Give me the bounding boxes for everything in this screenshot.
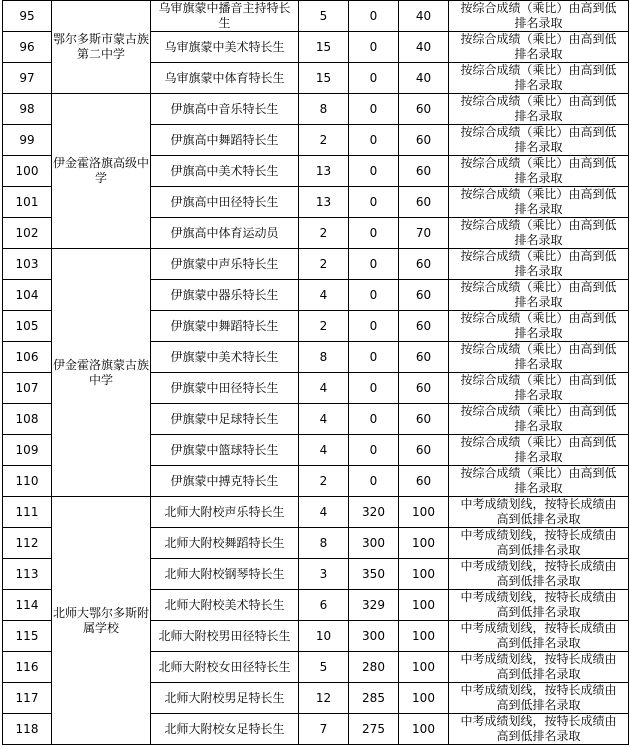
ratio-value: 40 <box>399 1 449 32</box>
min-score: 0 <box>349 187 399 218</box>
min-score: 0 <box>349 466 399 497</box>
min-score: 0 <box>349 218 399 249</box>
min-score: 285 <box>349 683 399 714</box>
admission-rule: 中考成绩划线，按特长成绩由高到低排名录取 <box>449 652 629 683</box>
major-name: 北师大附校女足特长生 <box>151 714 299 745</box>
min-score: 0 <box>349 373 399 404</box>
admission-rule: 按综合成绩（乘比）由高到低排名录取 <box>449 311 629 342</box>
major-name: 乌审旗蒙中播音主持特长生 <box>151 1 299 32</box>
admission-rule: 按综合成绩（乘比）由高到低排名录取 <box>449 63 629 94</box>
row-number: 97 <box>3 63 52 94</box>
row-number: 104 <box>3 280 52 311</box>
plan-count: 4 <box>299 373 349 404</box>
admission-rule: 按综合成绩（乘比）由高到低排名录取 <box>449 187 629 218</box>
min-score: 0 <box>349 342 399 373</box>
major-name: 伊旗高中舞蹈特长生 <box>151 125 299 156</box>
min-score: 0 <box>349 280 399 311</box>
plan-count: 15 <box>299 63 349 94</box>
ratio-value: 100 <box>399 652 449 683</box>
min-score: 0 <box>349 311 399 342</box>
ratio-value: 60 <box>399 249 449 280</box>
major-name: 伊旗蒙中篮球特长生 <box>151 435 299 466</box>
plan-count: 4 <box>299 435 349 466</box>
ratio-value: 100 <box>399 621 449 652</box>
major-name: 伊旗蒙中声乐特长生 <box>151 249 299 280</box>
ratio-value: 100 <box>399 497 449 528</box>
plan-count: 6 <box>299 590 349 621</box>
ratio-value: 60 <box>399 125 449 156</box>
admission-rule: 按综合成绩（乘比）由高到低排名录取 <box>449 1 629 32</box>
row-number: 115 <box>3 621 52 652</box>
row-number: 102 <box>3 218 52 249</box>
plan-count: 8 <box>299 342 349 373</box>
plan-count: 13 <box>299 156 349 187</box>
row-number: 105 <box>3 311 52 342</box>
min-score: 300 <box>349 621 399 652</box>
plan-count: 13 <box>299 187 349 218</box>
admission-rule: 中考成绩划线，按特长成绩由高到低排名录取 <box>449 714 629 745</box>
admission-rule: 按综合成绩（乘比）由高到低排名录取 <box>449 32 629 63</box>
major-name: 伊旗高中音乐特长生 <box>151 94 299 125</box>
min-score: 329 <box>349 590 399 621</box>
row-number: 113 <box>3 559 52 590</box>
plan-count: 2 <box>299 125 349 156</box>
major-name: 伊旗蒙中器乐特长生 <box>151 280 299 311</box>
ratio-value: 60 <box>399 435 449 466</box>
major-name: 伊旗蒙中美术特长生 <box>151 342 299 373</box>
row-number: 109 <box>3 435 52 466</box>
row-number: 110 <box>3 466 52 497</box>
row-number: 99 <box>3 125 52 156</box>
ratio-value: 60 <box>399 187 449 218</box>
row-number: 117 <box>3 683 52 714</box>
major-name: 伊旗蒙中田径特长生 <box>151 373 299 404</box>
plan-count: 8 <box>299 94 349 125</box>
ratio-value: 100 <box>399 590 449 621</box>
school-name: 鄂尔多斯市蒙古族第二中学 <box>52 1 151 94</box>
min-score: 350 <box>349 559 399 590</box>
ratio-value: 40 <box>399 32 449 63</box>
row-number: 107 <box>3 373 52 404</box>
ratio-value: 60 <box>399 466 449 497</box>
plan-count: 5 <box>299 652 349 683</box>
plan-count: 4 <box>299 497 349 528</box>
ratio-value: 60 <box>399 342 449 373</box>
min-score: 0 <box>349 156 399 187</box>
min-score: 0 <box>349 435 399 466</box>
ratio-value: 60 <box>399 280 449 311</box>
row-number: 111 <box>3 497 52 528</box>
admission-rule: 按综合成绩（乘比）由高到低排名录取 <box>449 435 629 466</box>
table-body <box>3 1 629 745</box>
major-name: 北师大附校钢琴特长生 <box>151 559 299 590</box>
major-name: 乌审旗蒙中体育特长生 <box>151 63 299 94</box>
admission-rule: 按综合成绩（乘比）由高到低排名录取 <box>449 94 629 125</box>
row-number: 112 <box>3 528 52 559</box>
row-number: 118 <box>3 714 52 745</box>
major-name: 伊旗高中美术特长生 <box>151 156 299 187</box>
major-name: 北师大附校男田径特长生 <box>151 621 299 652</box>
plan-count: 5 <box>299 1 349 32</box>
admission-rule: 中考成绩划线，按特长成绩由高到低排名录取 <box>449 621 629 652</box>
major-name: 伊旗高中田径特长生 <box>151 187 299 218</box>
admission-rule: 按综合成绩（乘比）由高到低排名录取 <box>449 342 629 373</box>
admission-rule: 按综合成绩（乘比）由高到低排名录取 <box>449 218 629 249</box>
plan-count: 4 <box>299 280 349 311</box>
min-score: 0 <box>349 1 399 32</box>
plan-count: 2 <box>299 218 349 249</box>
min-score: 280 <box>349 652 399 683</box>
admission-rule: 按综合成绩（乘比）由高到低排名录取 <box>449 156 629 187</box>
row-number: 103 <box>3 249 52 280</box>
major-name: 伊旗蒙中足球特长生 <box>151 404 299 435</box>
ratio-value: 100 <box>399 559 449 590</box>
major-name: 北师大附校美术特长生 <box>151 590 299 621</box>
ratio-value: 60 <box>399 404 449 435</box>
ratio-value: 60 <box>399 156 449 187</box>
ratio-value: 70 <box>399 218 449 249</box>
row-number: 100 <box>3 156 52 187</box>
table-row <box>3 249 629 280</box>
min-score: 300 <box>349 528 399 559</box>
min-score: 0 <box>349 32 399 63</box>
row-number: 98 <box>3 94 52 125</box>
ratio-value: 100 <box>399 528 449 559</box>
min-score: 0 <box>349 125 399 156</box>
major-name: 北师大附校男足特长生 <box>151 683 299 714</box>
plan-count: 3 <box>299 559 349 590</box>
plan-count: 8 <box>299 528 349 559</box>
plan-count: 2 <box>299 249 349 280</box>
ratio-value: 60 <box>399 373 449 404</box>
table-row <box>3 1 629 32</box>
ratio-value: 100 <box>399 714 449 745</box>
ratio-value: 60 <box>399 94 449 125</box>
plan-count: 4 <box>299 404 349 435</box>
table-row <box>3 94 629 125</box>
plan-count: 10 <box>299 621 349 652</box>
table-row <box>3 497 629 528</box>
admission-rule: 中考成绩划线，按特长成绩由高到低排名录取 <box>449 683 629 714</box>
major-name: 伊旗蒙中搏克特长生 <box>151 466 299 497</box>
admission-rule: 按综合成绩（乘比）由高到低排名录取 <box>449 373 629 404</box>
min-score: 0 <box>349 63 399 94</box>
admission-rule: 按综合成绩（乘比）由高到低排名录取 <box>449 280 629 311</box>
row-number: 114 <box>3 590 52 621</box>
admission-rule: 按综合成绩（乘比）由高到低排名录取 <box>449 125 629 156</box>
school-name: 伊金霍洛旗蒙古族中学 <box>52 249 151 497</box>
major-name: 伊旗蒙中舞蹈特长生 <box>151 311 299 342</box>
admission-rule: 按综合成绩（乘比）由高到低排名录取 <box>449 404 629 435</box>
min-score: 275 <box>349 714 399 745</box>
admission-rule: 按综合成绩（乘比）由高到低排名录取 <box>449 249 629 280</box>
admission-rule: 按综合成绩（乘比）由高到低排名录取 <box>449 466 629 497</box>
plan-count: 7 <box>299 714 349 745</box>
row-number: 101 <box>3 187 52 218</box>
row-number: 116 <box>3 652 52 683</box>
ratio-value: 60 <box>399 311 449 342</box>
admission-rule: 中考成绩划线，按特长成绩由高到低排名录取 <box>449 528 629 559</box>
admission-rule: 中考成绩划线，按特长成绩由高到低排名录取 <box>449 590 629 621</box>
school-name: 伊金霍洛旗高级中学 <box>52 94 151 249</box>
plan-count: 2 <box>299 466 349 497</box>
major-name: 乌审旗蒙中美术特长生 <box>151 32 299 63</box>
min-score: 0 <box>349 249 399 280</box>
row-number: 108 <box>3 404 52 435</box>
ratio-value: 40 <box>399 63 449 94</box>
min-score: 0 <box>349 94 399 125</box>
row-number: 106 <box>3 342 52 373</box>
min-score: 320 <box>349 497 399 528</box>
row-number: 95 <box>3 1 52 32</box>
major-name: 北师大附校女田径特长生 <box>151 652 299 683</box>
major-name: 北师大附校声乐特长生 <box>151 497 299 528</box>
major-name: 伊旗高中体育运动员 <box>151 218 299 249</box>
ratio-value: 100 <box>399 683 449 714</box>
admission-rule: 中考成绩划线，按特长成绩由高到低排名录取 <box>449 497 629 528</box>
admission-rule: 中考成绩划线，按特长成绩由高到低排名录取 <box>449 559 629 590</box>
plan-count: 15 <box>299 32 349 63</box>
plan-count: 12 <box>299 683 349 714</box>
school-name: 北师大鄂尔多斯附属学校 <box>52 497 151 745</box>
major-name: 北师大附校舞蹈特长生 <box>151 528 299 559</box>
min-score: 0 <box>349 404 399 435</box>
admission-table <box>2 0 629 745</box>
plan-count: 2 <box>299 311 349 342</box>
row-number: 96 <box>3 32 52 63</box>
